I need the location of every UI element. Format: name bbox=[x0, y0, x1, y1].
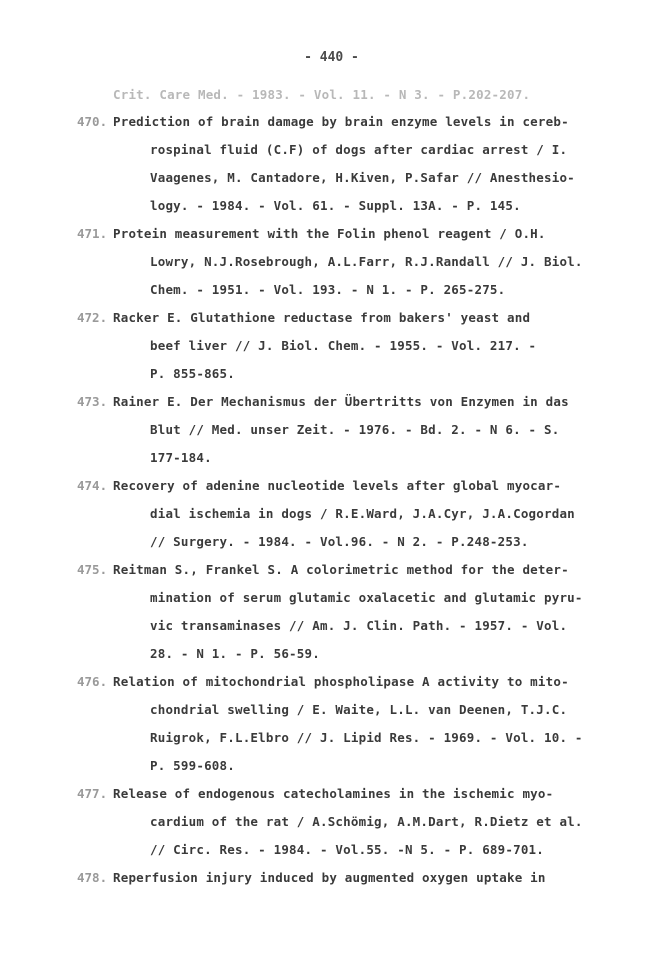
reference-line: chondrial swelling / E. Waite, L.L. van Deenen, T.J.C. bbox=[150, 702, 568, 717]
reference-line: Reitman S., Frankel S. A colorimetric method for the deter- bbox=[113, 562, 569, 577]
reference-number: 472. bbox=[77, 310, 108, 325]
reference-line: P. 855-865. bbox=[150, 366, 235, 381]
reference-line: Protein measurement with the Folin phenol reagent / O.H. bbox=[113, 226, 546, 241]
reference-line: Recovery of adenine nucleotide levels after global myocar- bbox=[113, 478, 562, 493]
reference-line: dial ischemia in dogs / R.E.Ward, J.A.Cyr, J.A.Cogordan bbox=[150, 506, 575, 521]
reference-line: P. 599-608. bbox=[150, 758, 235, 773]
reference-line: mination of serum glutamic oxalacetic and glutamic pyru- bbox=[150, 590, 583, 605]
reference-line: Blut // Med. unser Zeit. - 1976. - Bd. 2. - N 6. - S. bbox=[150, 422, 560, 437]
reference-line: Prediction of brain damage by brain enzyme levels in cereb- bbox=[113, 114, 569, 129]
reference-number: 475. bbox=[77, 562, 108, 577]
reference-line: 28. - N 1. - P. 56-59. bbox=[150, 646, 320, 661]
reference-line: // Circ. Res. - 1984. - Vol.55. -N 5. - P. 689-701. bbox=[150, 842, 545, 857]
continuation-line: Crit. Care Med. - 1983. - Vol. 11. - N 3. - P.202-207. bbox=[113, 87, 531, 102]
reference-number: 474. bbox=[77, 478, 108, 493]
reference-number: 473. bbox=[77, 394, 108, 409]
reference-number: 471. bbox=[77, 226, 108, 241]
reference-line: beef liver // J. Biol. Chem. - 1955. - Vol. 217. - bbox=[150, 338, 537, 353]
reference-number: 477. bbox=[77, 786, 108, 801]
reference-line: rospinal fluid (C.F) of dogs after cardiac arrest / I. bbox=[150, 142, 568, 157]
reference-line: Relation of mitochondrial phospholipase A activity to mito- bbox=[113, 674, 569, 689]
reference-line: // Surgery. - 1984. - Vol.96. - N 2. - P.248-253. bbox=[150, 534, 529, 549]
reference-number: 478. bbox=[77, 870, 108, 885]
reference-line: cardium of the rat / A.Schömig, A.M.Dart, R.Dietz et al. bbox=[150, 814, 583, 829]
page-number: - 440 - bbox=[304, 50, 359, 65]
reference-line: 177-184. bbox=[150, 450, 212, 465]
reference-line: Racker E. Glutathione reductase from bakers' yeast and bbox=[113, 310, 531, 325]
reference-number: 470. bbox=[77, 114, 108, 129]
reference-line: Release of endogenous catecholamines in the ischemic myo- bbox=[113, 786, 554, 801]
reference-line: Reperfusion injury induced by augmented oxygen uptake in bbox=[113, 870, 546, 885]
reference-line: vic transaminases // Am. J. Clin. Path. - 1957. - Vol. bbox=[150, 618, 568, 633]
reference-line: Vaagenes, M. Cantadore, H.Kiven, P.Safar // Anesthesio- bbox=[150, 170, 575, 185]
reference-line: Lowry, N.J.Rosebrough, A.L.Farr, R.J.Randall // J. Biol. bbox=[150, 254, 583, 269]
reference-line: Chem. - 1951. - Vol. 193. - N 1. - P. 265-275. bbox=[150, 282, 506, 297]
reference-line: Rainer E. Der Mechanismus der Übertritts von Enzymen in das bbox=[113, 394, 569, 409]
reference-line: Ruigrok, F.L.Elbro // J. Lipid Res. - 1969. - Vol. 10. - bbox=[150, 730, 583, 745]
reference-line: logy. - 1984. - Vol. 61. - Suppl. 13A. - P. 145. bbox=[150, 198, 521, 213]
reference-number: 476. bbox=[77, 674, 108, 689]
